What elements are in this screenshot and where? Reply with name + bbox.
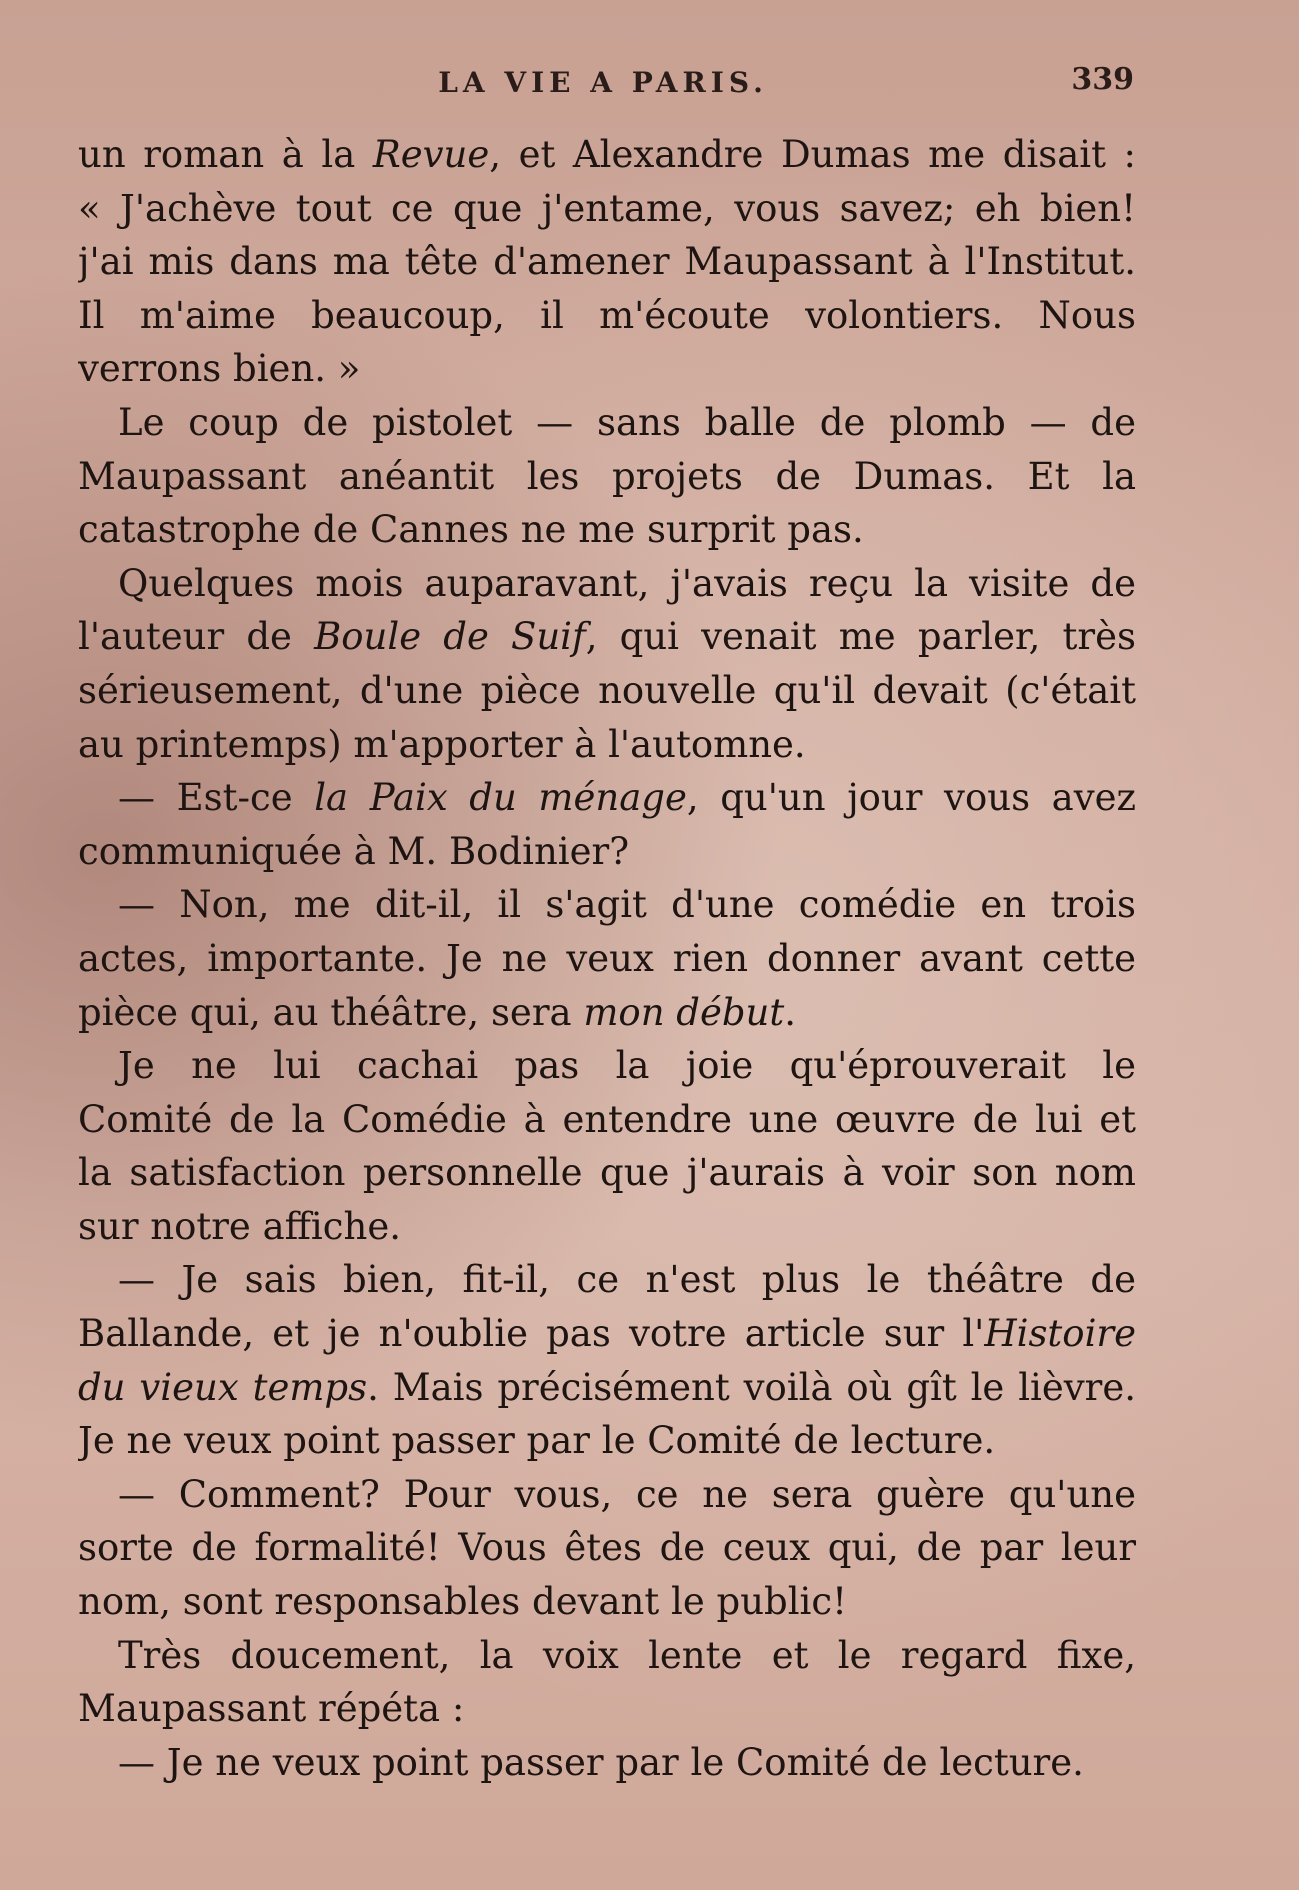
text-line xyxy=(78,396,1136,450)
text-segment: j'ai mis dans ma tête d'amener Maupassant à l'Institut. xyxy=(78,240,1136,284)
text-segment: sérieusement, d'une pièce nouvelle qu'il devait (c'était xyxy=(78,668,1136,712)
text-segment: nom, sont responsables devant le public! xyxy=(78,1580,847,1624)
italic-text: mon début xyxy=(583,990,785,1034)
text-line xyxy=(78,1307,1136,1361)
body-text xyxy=(78,128,1136,1789)
text-line xyxy=(78,1736,1136,1790)
text-segment: l'auteur de xyxy=(78,615,315,659)
text-line xyxy=(78,1039,1136,1093)
italic-text: Revue xyxy=(372,133,490,176)
text-segment: . Mais précisément voilà où gît le lièvre. xyxy=(367,1365,1136,1409)
text-line xyxy=(78,664,1136,718)
text-line xyxy=(78,182,1136,236)
italic-text: du vieux temps xyxy=(78,1365,368,1409)
text-segment: catastrophe de Cannes ne me surprit pas. xyxy=(78,508,864,552)
text-segment: Je ne lui cachai pas la joie qu'éprouverait le xyxy=(118,1044,1136,1088)
text-line xyxy=(78,825,1136,879)
text-line xyxy=(78,1575,1136,1629)
text-line xyxy=(78,771,1136,825)
text-line xyxy=(78,1200,1136,1254)
italic-text: la Paix du ménage xyxy=(314,776,687,820)
text-line xyxy=(78,986,1136,1040)
text-segment: sorte de formalité! Vous êtes de ceux qui, de par leur xyxy=(78,1526,1136,1570)
text-segment: Il m'aime beaucoup, il m'écoute volontiers. Nous xyxy=(78,293,1136,337)
text-segment: — Comment? Pour vous, ce ne sera guère qu'une xyxy=(118,1472,1136,1516)
text-line xyxy=(78,1253,1136,1307)
text-line xyxy=(78,1093,1136,1147)
text-segment: la satisfaction personnelle que j'aurais à voir son nom xyxy=(78,1151,1136,1195)
text-segment: Très doucement, la voix lente et le regard fixe, xyxy=(118,1633,1136,1677)
text-segment: — Je ne veux point passer par le Comité de lecture. xyxy=(118,1740,1084,1784)
text-segment: verrons bien. » xyxy=(78,347,361,391)
text-segment: Maupassant anéantit les projets de Dumas. Et la xyxy=(78,454,1136,498)
text-line xyxy=(78,1468,1136,1522)
text-segment: Je ne veux point passer par le Comité de lecture. xyxy=(78,1419,996,1463)
text-segment: — Est-ce xyxy=(118,776,315,820)
text-segment: au printemps) m'apporter à l'automne. xyxy=(78,722,806,766)
text-segment: Ballande, et je n'oublie pas votre article sur l' xyxy=(78,1312,985,1356)
text-segment: Le coup de pistolet — sans balle de plomb — de xyxy=(118,400,1136,444)
text-segment: Quelques mois auparavant, j'avais reçu la visite de xyxy=(118,561,1136,605)
text-segment: — Non, me dit-il, il s'agit d'une comédie en trois xyxy=(118,883,1136,927)
text-line xyxy=(78,1146,1136,1200)
text-line xyxy=(78,1521,1136,1575)
text-line xyxy=(78,1629,1136,1683)
text-segment: , qui venait me parler, très xyxy=(585,615,1136,659)
text-line xyxy=(78,1414,1136,1468)
text-line xyxy=(78,557,1136,611)
text-segment: « J'achève tout ce que j'entame, vous savez; eh bien! xyxy=(78,186,1136,230)
text-segment: communiquée à M. Bodinier? xyxy=(78,829,630,873)
text-segment: — Je sais bien, fit-il, ce n'est plus le théâtre de xyxy=(118,1258,1136,1302)
text-line xyxy=(78,878,1136,932)
italic-text: Boule de Suif xyxy=(314,615,586,659)
running-title: LA VIE A PARIS. xyxy=(438,66,768,99)
text-segment: sur notre affiche. xyxy=(78,1204,401,1248)
running-head xyxy=(78,62,1134,106)
text-line xyxy=(78,1682,1136,1736)
page-number: 339 xyxy=(1071,62,1134,97)
text-segment: , qu'un jour vous avez xyxy=(686,776,1136,820)
text-line xyxy=(78,450,1136,504)
text-line xyxy=(78,610,1136,664)
text-line xyxy=(78,503,1136,557)
italic-text: Histoire xyxy=(984,1312,1136,1356)
text-line xyxy=(78,932,1136,986)
text-segment: , et Alexandre Dumas me disait : xyxy=(489,133,1136,176)
text-line xyxy=(78,128,1136,182)
text-line xyxy=(78,342,1136,396)
text-segment: un roman à la xyxy=(78,133,373,176)
text-segment: pièce qui, au théâtre, sera xyxy=(78,990,584,1034)
text-line xyxy=(78,289,1136,343)
text-line xyxy=(78,718,1136,772)
text-segment: actes, importante. Je ne veux rien donner avant cette xyxy=(78,936,1136,980)
text-segment: . xyxy=(784,990,797,1034)
text-segment: Comité de la Comédie à entendre une œuvre de lui et xyxy=(78,1097,1136,1141)
text-line xyxy=(78,235,1136,289)
text-segment: Maupassant répéta : xyxy=(78,1687,465,1731)
text-line xyxy=(78,1361,1136,1415)
